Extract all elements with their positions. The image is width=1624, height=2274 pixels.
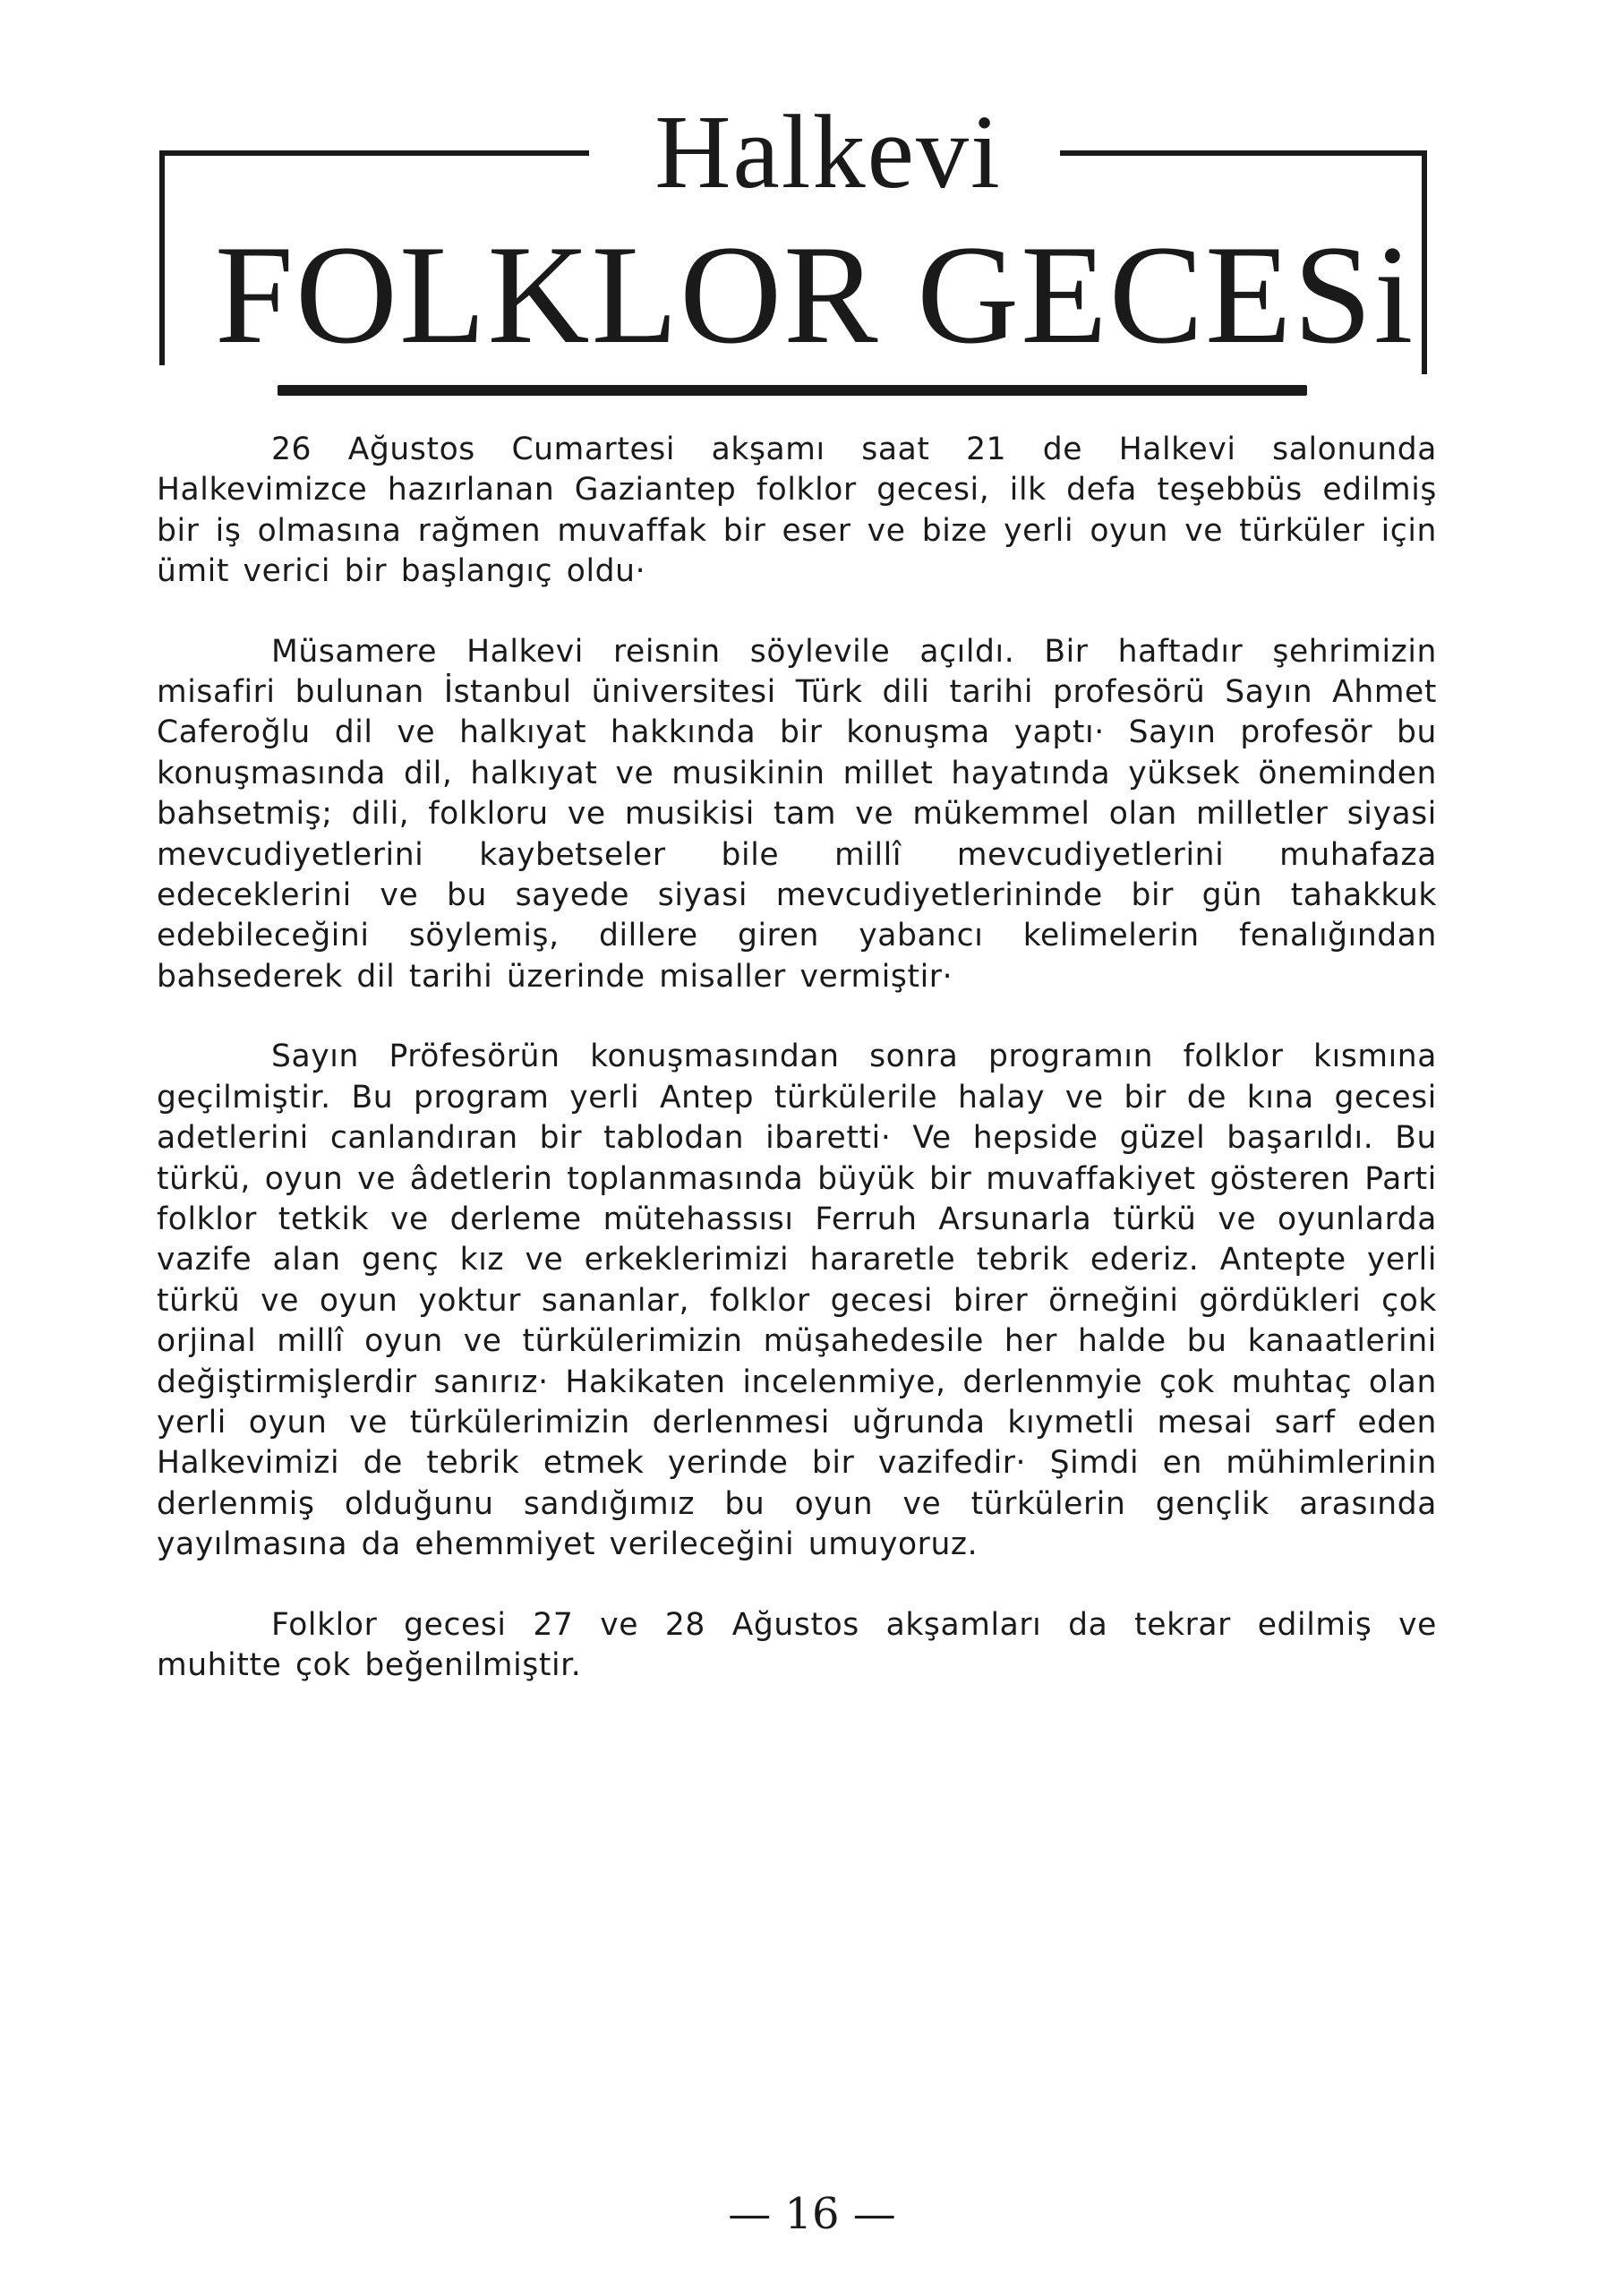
header-frame (152, 90, 1450, 385)
article-paragraph-2: Müsamere Halkevi reisnin söylevile açıldı. Bir haftadır şehrimizin misafiri bulunan İstanbul üniversitesi Türk dili tarihi profesörü Sayın Ahmet Caferoğlu dil ve halkıyat hakkında bir konuşma yaptı· Sayın profesör bu konuşmasında dil, halkıyat ve musikinin millet hayatında yüksek öneminden bahsetmiş; dili, folkloru ve musikisi tam ve mükemmel olan milletler siyasi mevcudiyetlerini kaybetseler bile millî mevcudiyetlerini muhafaza edeceklerini ve bu sayede siyasi mevcudiyetlerininde bir gün tahakkuk edebileceğini söylemiş, dillere giren yabancı kelimelerin fenalığından bahsederek dil tarihi üzerinde misaller vermiştir· (157, 633, 1437, 995)
header-kicker: Halkevi (654, 93, 1002, 210)
article-paragraph-1: 26 Ağustos Cumartesi akşamı saat 21 de Halkevi salonunda Halkevimizce hazırlanan Gaziantep folklor gecesi, ilk defa teşebbüs edilmiş bir iş olmasına rağmen muvaffak bir eser ve bize yerli oyun ve türküler için ümit verici bir başlangıç oldu· (157, 432, 1437, 590)
article-paragraph-3: Sayın Pröfesörün konuşmasından sonra programın folklor kısmına geçilmiştir. Bu program yerli Antep türkülerile halay ve bir de kına gecesi adetlerini canlandıran bir tablodan ibaretti· Ve hepside güzel başarıldı. Bu türkü, oyun ve âdetlerin toplanmasında büyük bir muvaffakiyet gösteren Parti folklor tetkik ve derleme mütehassısı Ferruh Arsunarla türkü ve oyunlarda vazife alan genç kız ve erkeklerimizi hararetle tebrik ederiz. Antepte yerli türkü ve oyun yoktur sananlar, folklor gecesi birer örneğini gördükleri çok orjinal millî oyun ve türkülerimizin müşahedesile her halde bu kanaatlerini değiştirmişlerdir sanırız· Hakikaten incelenmiye, derlenmyie çok muhtaç olan yerli oyun ve türkülerimizin derlenmesi uğrunda kıymetli mesai sarf eden Halkevimizi de tebrik etmek yerinde bir vazifedir· Şimdi en mühimlerinin derlenmiş olduğunu sandığımız bu oyun ve türkülerin gençlik arasında yayılmasına da ehemmiyet verileceğini umuyoruz. (157, 1039, 1437, 1563)
page-number: — 16 — (728, 2189, 896, 2239)
header-rule-top-right (1060, 150, 1427, 156)
header-rule-left (159, 150, 165, 365)
article-body (157, 430, 1437, 1725)
page-title: FOLKLOR GECESi (215, 217, 1415, 373)
header-rule-right (1422, 150, 1427, 374)
article-paragraph-4: Folklor gecesi 27 ve 28 Ağustos akşamları da tekrar edilmiş ve muhitte çok beğenilmiştir. (157, 1606, 1437, 1683)
header-rule-top-left (159, 150, 589, 156)
title-underline-bar (278, 385, 1307, 396)
